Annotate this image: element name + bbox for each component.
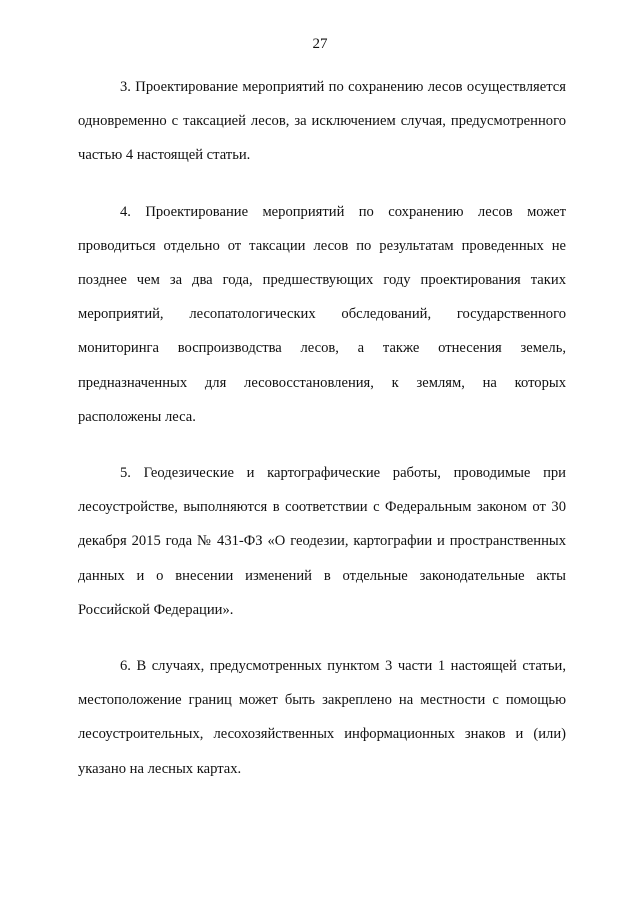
paragraph-4: 4. Проектирование мероприятий по сохранению лесов может проводиться отдельно от таксации лесов по результатам проведенных не позднее чем за два года, предшествующих году проектирования таких мероприятий, лесопатологических обследований, государственного мониторинга воспроизводства лесов, а также отнесения земель, предназначенных для лесовосстановления, к землям, на которых расположены леса.	[78, 203, 566, 425]
page-number: 27	[312, 36, 328, 52]
paragraph-3: 3. Проектирование мероприятий по сохранению лесов осуществляется одновременно с таксацией лесов, за исключением случая, предусмотренного частью 4 настоящей статьи.	[78, 79, 566, 164]
document-body	[78, 70, 566, 808]
paragraph-6: 6. В случаях, предусмотренных пунктом 3 части 1 настоящей статьи, местоположение границ может быть закреплено на местности с помощью лесоустроительных, лесохозяйственных информационных знаков и (или) указано на лесных картах.	[78, 658, 566, 777]
paragraph-5: 5. Геодезические и картографические работы, проводимые при лесоустройстве, выполняются в соответствии с Федеральным законом от 30 декабря 2015 года № 431-ФЗ «О геодезии, картографии и пространственных данных и о внесении изменений в отдельные законодательные акты Российской Федерации».	[78, 465, 566, 618]
